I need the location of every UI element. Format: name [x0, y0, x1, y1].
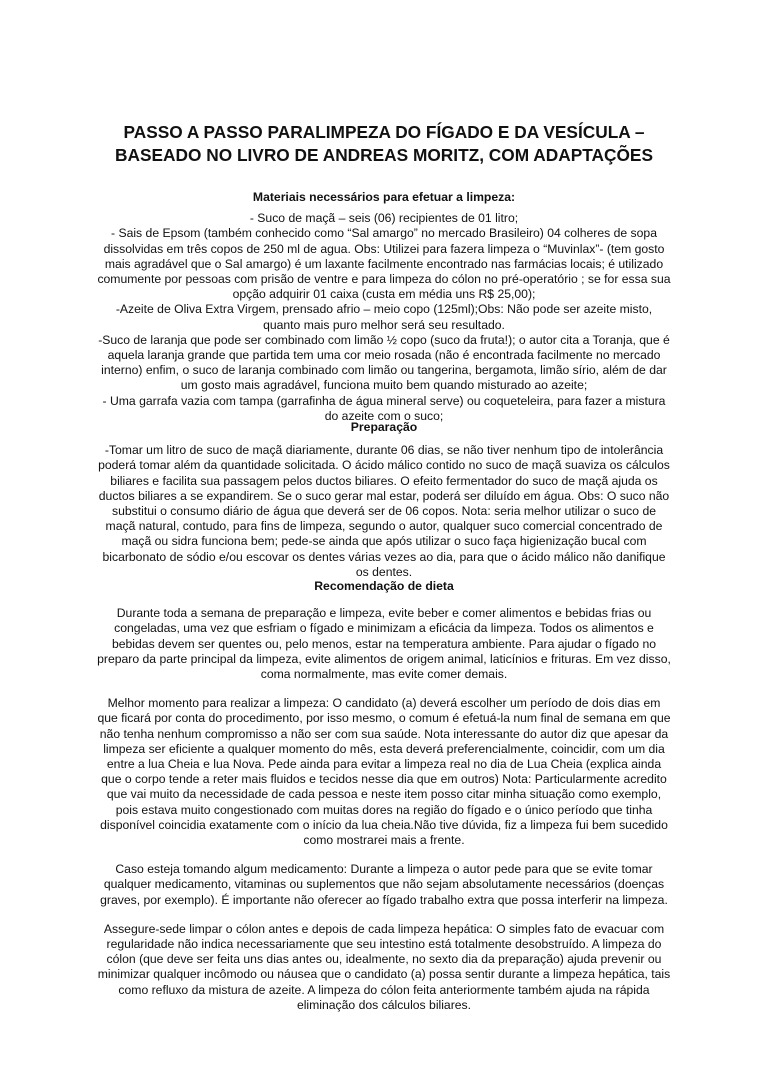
timing-line: como mostrarei mais a frente. [303, 833, 465, 848]
preparation-line: ductos biliares a se expandirem. Se o suco gerar mal estar, poderá ser diluído em água. Obs: O suco não [98, 488, 670, 503]
page-title [100, 121, 668, 167]
materials-line: comumente por pessoas com prisão de ventre e para limpeza do cólon no pré-operatório ; se for essa sua [97, 272, 671, 287]
timing-line: Melhor momento para realizar a limpeza: O candidato (a) deverá escolher um período de dois dias em [107, 696, 661, 711]
diet-line: Durante toda a semana de preparação e limpeza, evite beber e comer alimentos e bebidas frias ou [116, 606, 652, 621]
diet-section [88, 579, 680, 1013]
colon-line: regularidade não indica necessariamente que seu intestino está totalmente desobstruído. A limpeza do [106, 937, 662, 952]
materials-line: opção adquirir 01 caixa (custa em média uns R$ 25,00); [232, 287, 536, 302]
title-line: BASEADO NO LIVRO DE ANDREAS MORITZ, COM ADAPTAÇÕES [115, 145, 653, 165]
materials-section [88, 190, 680, 424]
timing-line: não tenha nenhum compromisso a não ser com sua saúde. Nota interessante do autor diz que apesar da [99, 726, 669, 741]
preparation-line: biliares e facilita sua passagem pelos ductos biliares. O efeito fermentador do suco de maçã ajuda os [110, 473, 658, 488]
diet-line: bebidas devem ser quentes ou, pelo menos, estar na temperatura ambiente. Para ajudar o fígado no [111, 636, 657, 651]
timing-line: que ficará por conta do procedimento, por isso mesmo, o comum é efetuá-la num final de semana em que [97, 711, 671, 726]
materials-line: interno) enfim, o suco de laranja combinado com limão ou tangerina, bergamota, limão sírio, além de dar [101, 363, 667, 378]
materials-line: - Sais de Epsom (também conhecido como “Sal amargo” no mercado Brasileiro) 04 colheres de sopa [111, 226, 657, 241]
timing-line: limpeza ser eficiente a qualquer momento do mês, esta deverá preferencialmente, coincidir, com um dia [103, 741, 665, 756]
materials-line: -Azeite de Oliva Extra Virgem, prensado afrio – meio copo (125ml);Obs: Não pode ser azeite misto, [115, 302, 653, 317]
medication-line: graves, por exemplo). É importante não oferecer ao fígado trabalho extra que possa interferir na limpeza. [100, 892, 668, 907]
preparation-line: bicarbonato de sódio e/ou escovar os dentes várias vezes ao dia, para que o ácido málico não danifique [102, 549, 666, 564]
materials-line: do azeite com o suco; [324, 408, 444, 423]
colon-line: Assegure-sede limpar o cólon antes e depois de cada limpeza hepática: O simples fato de evacuar com [103, 921, 665, 936]
diet-line: preparo da parte principal da limpeza, evite alimentos de origem animal, laticínios e frituras. Em vez disso, [97, 651, 671, 666]
materials-line: um gosto mais agradável, funciona muito bem quando misturado ao azeite; [180, 378, 588, 393]
preparation-line: os dentes. [355, 564, 413, 579]
materials-heading: Materiais necessários para efetuar a limpeza: [252, 190, 516, 204]
preparation-section [88, 420, 680, 580]
preparation-line: maçã natural, contudo, para fins de limpeza, segundo o autor, qualquer suco comercial concentrado de [105, 519, 663, 534]
diet-heading: Recomendação de dieta [314, 579, 454, 593]
preparation-line: -Tomar um litro de suco de maçã diariamente, durante 06 dias, se não tiver nenhum tipo de intolerância [104, 443, 664, 458]
preparation-heading: Preparação [350, 420, 418, 434]
medication-line: qualquer medicamento, vitaminas ou suplementos que não sejam absolutamente necessários (doenças [103, 877, 665, 892]
materials-line: - Uma garrafa vazia com tampa (garrafinha de água mineral serve) ou coqueteleira, para fazer a mistura [102, 393, 666, 408]
materials-line: quanto mais puro melhor será seu resultado. [263, 317, 505, 332]
timing-line: que vai muito da necessidade de cada pessoa e neste item posso citar minha situação como exemplo, [106, 787, 662, 802]
preparation-line: maçã ou sidra funciona bem; pede-se ainda que após utilizar o suco faça higienização bucal com [121, 534, 647, 549]
title-line: PASSO A PASSO PARALIMPEZA DO FÍGADO E DA VESÍCULA – [123, 122, 645, 142]
colon-line: como refluxo da mistura de azeite. A limpeza do cólon feita anteriormente também ajuda na rápida [118, 982, 650, 997]
diet-line: coma normalmente, mas evite comer demais. [260, 667, 508, 682]
materials-line: - Suco de maçã – seis (06) recipientes de 01 litro; [249, 211, 519, 226]
preparation-line: substitui o consumo diário de água que deverá ser de 06 copos. Nota: seria melhor utilizar o suco de [111, 504, 656, 519]
colon-line: cólon (que deve ser feita uns dias antes ou, idealmente, no sexto dia da preparação) ajuda prevenir ou [106, 952, 662, 967]
timing-line: pois estava muito congestionado com muitas dores na região do fígado e o único período que tinha [115, 802, 653, 817]
materials-line: -Suco de laranja que pode ser combinado com limão ½ copo (suco da fruta!); o autor cita a Toranja, que é [98, 332, 670, 347]
colon-line: eliminação dos cálculos biliares. [296, 997, 472, 1012]
materials-line: aquela laranja grande que partida tem uma cor meio rosada (não é encontrada facilmente no mercado [107, 348, 661, 363]
materials-line: dissolvidas em três copos de 250 ml de agua. Obs: Utilizei para fazera limpeza o “Muvinlax”- (tem gosto [103, 241, 665, 256]
timing-line: disponível coincidia exatamente com o início da lua cheia.Não tive dúvida, fiz a limpeza fui bem sucedido [100, 817, 668, 832]
timing-line: que o corpo tende a reter mais fluidos e tecidos nesse dia que em outros) Nota: Particularmente acredito [101, 772, 667, 787]
diet-line: congeladas, uma vez que esfriam o fígado e minimizam a eficácia da limpeza. Todos os alimentos e [114, 621, 654, 636]
preparation-line: poderá tomar além da quantidade solicitada. O ácido málico contido no suco de maçã suaviza os cálculos [98, 458, 670, 473]
medication-line: Caso esteja tomando algum medicamento: Durante a limpeza o autor pede para que se evite tomar [115, 862, 653, 877]
timing-line: entre a lua Cheia e lua Nova. Pede ainda para evitar a limpeza real no dia de Lua Cheia (explica ainda [106, 757, 662, 772]
materials-line: mais agradável que o Sal amargo) é um laxante facilmente encontrado nas farmácias locais; é utilizado [104, 256, 664, 271]
colon-line: minimizar qualquer incômodo ou náusea que o candidato (a) possa sentir durante a limpeza hepática, tais [97, 967, 671, 982]
